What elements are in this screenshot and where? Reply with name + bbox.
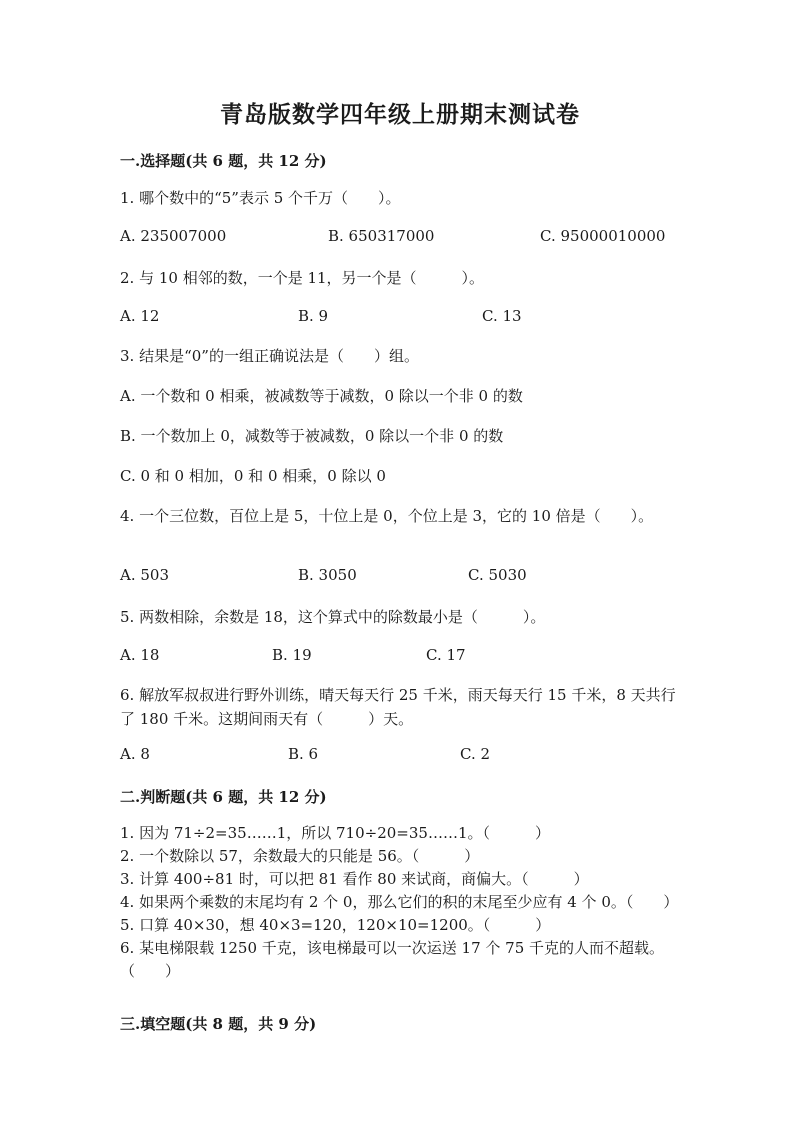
option-a[interactable]: A. 503 <box>120 566 169 584</box>
true-false-list <box>120 822 680 983</box>
option-a[interactable]: A. 12 <box>120 307 160 325</box>
question-text: 3. 结果是“0”的一组正确说法是（ ）组。 <box>120 347 419 365</box>
page-title: 青岛版数学四年级上册期末测试卷 <box>220 101 580 128</box>
option-a[interactable]: A. 8 <box>120 745 150 763</box>
list-item: 5. 口算 40×30，想 40×3=120，120×10=1200。（ ） <box>120 916 551 934</box>
list-item: 1. 因为 71÷2=35……1，所以 710÷20=35……1。（ ） <box>120 824 550 842</box>
option-c[interactable]: C. 17 <box>426 646 466 664</box>
option-b-label: B. 一个数加上 0，减数等于被减数，0 除以一个非 0 的数 <box>120 427 504 445</box>
option-c[interactable]: C. 2 <box>460 745 491 763</box>
option-c[interactable]: C. 95000010000 <box>540 227 666 245</box>
option-b[interactable]: B. 6 <box>288 745 319 763</box>
section-heading-true-false: 二.判断题(共 6 题，共 12 分) <box>120 788 327 806</box>
option-a[interactable]: A. 18 <box>120 646 160 664</box>
list-item: 6. 某电梯限载 1250 千克，该电梯最可以一次运送 17 个 75 千克的人而不超载。（ ） <box>120 939 665 980</box>
option-c[interactable]: C. 5030 <box>468 566 527 584</box>
list-item: 2. 一个数除以 57，余数最大的只能是 56。（ ） <box>120 847 480 865</box>
option-b[interactable]: B. 3050 <box>298 566 357 584</box>
question-text: 6. 解放军叔叔进行野外训练，晴天每天行 25 千米，雨天每天行 15 千米，8 天共行了 180 千米。这期间雨天有（ ）天。 <box>120 686 676 728</box>
option-b[interactable]: B. 650317000 <box>328 227 435 245</box>
section-heading-multiple-choice: 一.选择题(共 6 题，共 12 分) <box>120 152 327 170</box>
question-text: 4. 一个三位数，百位上是 5，十位上是 0，个位上是 3，它的 10 倍是（ ）。 <box>120 507 654 525</box>
list-item: 3. 计算 400÷81 时，可以把 81 看作 80 来试商，商偏大。（ ） <box>120 870 589 888</box>
option-c[interactable]: C. 13 <box>482 307 522 325</box>
question-text: 2. 与 10 相邻的数，一个是 11，另一个是（ ）。 <box>120 269 485 287</box>
section-heading-fill-in: 三.填空题(共 8 题，共 9 分) <box>120 1015 317 1033</box>
list-item: 4. 如果两个乘数的末尾均有 2 个 0，那么它们的积的末尾至少应有 4 个 0。（ ） <box>120 893 679 911</box>
option-c-label: C. 0 和 0 相加，0 和 0 相乘，0 除以 0 <box>120 467 386 485</box>
question-text: 1. 哪个数中的“5”表示 5 个千万（ ）。 <box>120 189 401 207</box>
option-b[interactable]: B. 9 <box>298 307 329 325</box>
option-a[interactable]: A. 235007000 <box>120 227 227 245</box>
question-text: 5. 两数相除，余数是 18，这个算式中的除数最小是（ ）。 <box>120 608 546 626</box>
option-b[interactable]: B. 19 <box>272 646 312 664</box>
option-a-label: A. 一个数和 0 相乘，被减数等于减数，0 除以一个非 0 的数 <box>120 387 523 405</box>
